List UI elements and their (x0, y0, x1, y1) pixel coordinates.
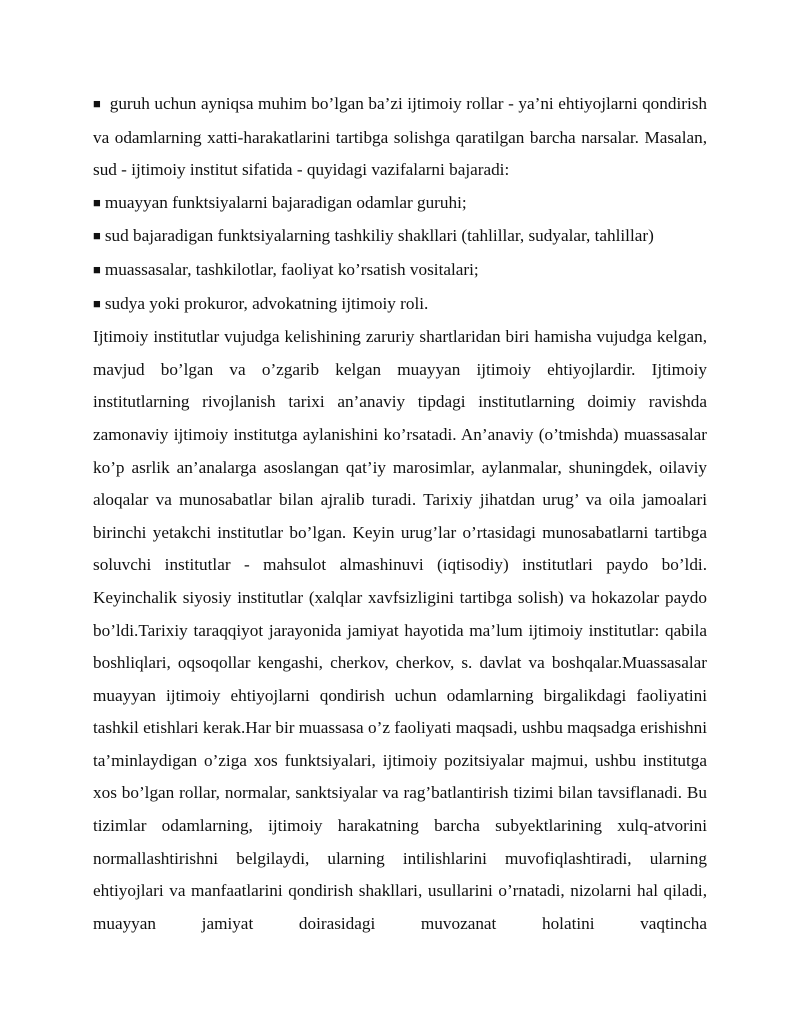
list-item-text: muassasalar, tashkilotlar, faoliyat ko’rsatish vositalari; (104, 259, 479, 279)
square-bullet-icon: ■ (93, 261, 101, 277)
intro-paragraph (93, 88, 707, 187)
list-item (93, 220, 707, 254)
list-item-text: muayyan funktsiyalarni bajaradigan odamlar guruhi; (104, 192, 467, 212)
intro-text: guruh uchun ayniqsa muhim bo’lgan ba’zi ijtimoiy rollar - ya’ni ehtiyojlarni qondirish va odamlarning xatti-harakatlarini tartibga solishga qaratilgan barcha narsalar. Masalan, sud - ijtimoiy institut sifatida - quyidagi vazifalarni bajaradi: (93, 94, 708, 180)
bullet-list (93, 187, 707, 321)
square-bullet-icon: ■ (93, 295, 101, 311)
square-bullet-icon: ■ (93, 96, 102, 111)
body-paragraph: Ijtimoiy institutlar vujudga kelishining zaruriy shartlaridan biri hamisha vujudga kelgan, mavjud bo’lgan va o’zgarib kelgan muayyan ijtimoiy ehtiyojlardir. Ijtimoiy institutlarning rivojlanish tarixi an’anaviy tipdagi institutlarning doimiy ravishda zamonaviy ijtimoiy institutga aylanishini ko’rsatadi. An’anaviy (o’tmishda) muassasalar ko’p asrlik an’analarga asoslangan qat’iy marosimlar, aylanmalar, shuningdek, oilaviy aloqalar va munosabatlar bilan ajralib turadi. Tarixiy jihatdan urug’ va oila jamoalari birinchi yetakchi institutlar bo’lgan. Keyin urug’lar o’rtasidagi munosabatlarni tartibga soluvchi institutlar - mahsulot almashinuvi (iqtisodiy) institutlari paydo bo’ldi. Keyinchalik siyosiy institutlar (xalqlar xavfsizligini tartibga solish) va hokazolar paydo bo’ldi.Tarixiy taraqqiyot jarayonida jamiyat hayotida ma’lum ijtimoiy institutlar: qabila boshliqlari, oqsoqollar kengashi, cherkov, cherkov, s. davlat va boshqalar.Muassasalar muayyan ijtimoiy ehtiyojlarni qondirish uchun odamlarning birgalikdagi faoliyatini tashkil etishlari kerak.Har bir muassasa o’z faoliyati maqsadi, ushbu maqsadga erishishni ta’minlaydigan o’ziga xos funktsiyalari, ijtimoiy pozitsiyalar majmui, ushbu institutga xos bo’lgan rollar, normalar, sanktsiyalar va rag’batlantirish tizimi bilan tavsiflanadi. Bu tizimlar odamlarning, ijtimoiy harakatning barcha subyektlarining xulq-atvorini normallashtirishni belgilaydi, ularning intilishlarini muvofiqlashtiradi, ularning ehtiyojlari va manfaatlarini qondirish shakllari, usullarini o’rnatadi, nizolarni hal qiladi, muayyan jamiyat doirasidagi muvozanat holatini vaqtincha (93, 327, 707, 933)
square-bullet-icon: ■ (93, 228, 101, 244)
list-item (93, 254, 707, 288)
list-item (93, 187, 707, 221)
list-item-text: sudya yoki prokuror, advokatning ijtimoiy roli. (104, 293, 429, 313)
list-item (93, 288, 707, 322)
square-bullet-icon: ■ (93, 194, 101, 210)
document-page (93, 88, 707, 940)
list-item-text: sud bajaradigan funktsiyalarning tashkiliy shakllari (tahlillar, sudyalar, tahlillar) (104, 226, 654, 246)
